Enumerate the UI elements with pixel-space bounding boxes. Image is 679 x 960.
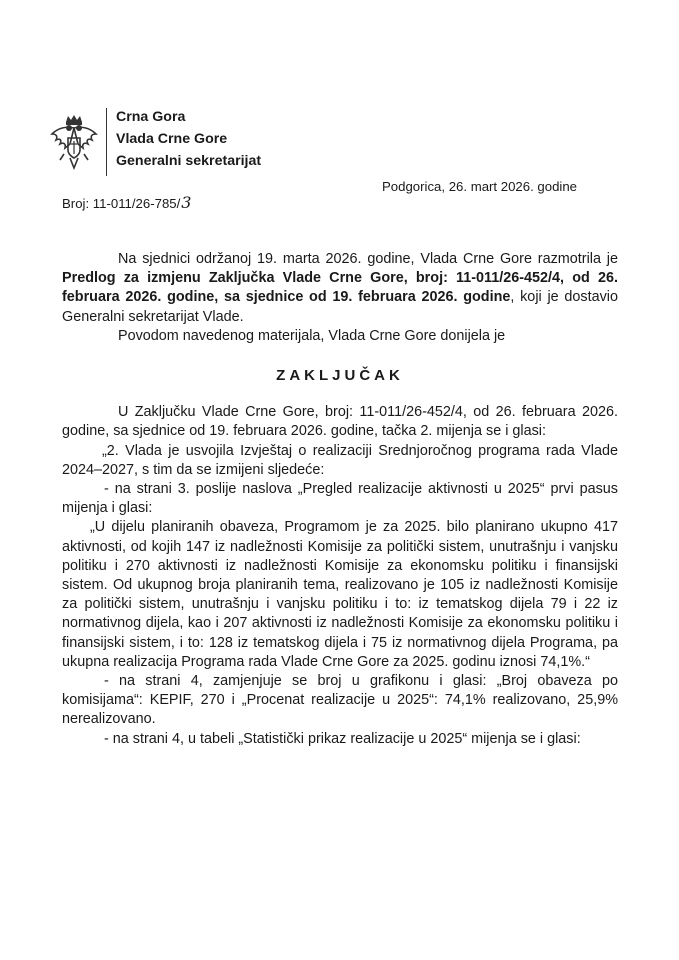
header-divider <box>106 108 107 176</box>
place-and-date: Podgorica, 26. mart 2026. godine <box>382 179 578 194</box>
conclusion-paragraph-1: U Zaključku Vlade Crne Gore, broj: 11-011/26-452/4, od 26. februara 2026. godine, sa sjednice od 19. februara 2026. godine, tačka 2. mijenja se i glasi: <box>62 404 618 440</box>
office-name: Generalni sekretarijat <box>116 153 262 169</box>
handwritten-suffix: 3 <box>181 193 192 212</box>
header-text <box>116 106 261 172</box>
document-number-text: Broj: 11-011/26-785/ <box>62 196 181 211</box>
intro-text-bold: Predlog za izmjenu Zaključka Vlade Crne Gore, broj: 11-011/26-452/4, od 26. februara 2026. godine, sa sjednice od 19. februara 2026. godine <box>62 270 618 306</box>
conclusion-paragraph-5: - na strani 4, zamjenjuje se broj u grafikonu i glasi: „Broj obaveza po komisijama“: KEPIF, 270 i „Procenat realizacije u 2025“: 74,1% realizovano, 25,9% nerealizovano. <box>62 673 618 728</box>
montenegro-coat-of-arms-icon <box>48 114 100 174</box>
conclusion-paragraph-6: - na strani 4, u tabeli „Statistički prikaz realizacije u 2025“ mijenja se i glasi: <box>104 730 581 747</box>
intro-paragraph-2: Povodom navedenog materijala, Vlada Crne Gore donijela je <box>118 327 506 344</box>
conclusion-paragraph-2: „2. Vlada je usvojila Izvještaj o realizaciji Srednjoročnog programa rada Vlade 2024–2027, s tim da se izmijeni sljedeće: <box>62 442 618 478</box>
intro-text-b: , koji je dostavio Generalni sekretarijat Vlade. <box>62 289 618 325</box>
country-name: Crna Gora <box>116 109 186 125</box>
intro-text-a: Na sjednici održanoj 19. marta 2026. godine, Vlada Crne Gore razmotrila je <box>118 251 618 267</box>
letterhead <box>48 106 328 178</box>
conclusion-title: ZAKLJUČAK <box>276 367 404 385</box>
intro-paragraph <box>62 250 618 327</box>
document-body <box>62 250 618 749</box>
government-name: Vlada Crne Gore <box>116 131 228 147</box>
conclusion-paragraph-4: „U dijelu planiranih obaveza, Programom je za 2025. bilo planirano ukupno 417 aktivnosti, od kojih 147 iz nadležnosti Komisije za politički sistem, unutrašnju i vanjsku politiku i 270 aktivnosti iz nadležnosti Komisije za ekonomsku politiku i finansijski sistem. Od ukupnog broja planiranih tema, realizovano je 105 iz nadležnosti Komisije za politički sistem, unutrašnju i vanjsku politiku i to: iz tematskog dijela 79 i 22 iz normativnog dijela, kao i 207 aktivnosti iz nadležnosti Komisije za ekonomsku politiku i finansijski sistem, i to: 128 iz tematskog dijela i 75 iz normativnog dijela Programa, pa ukupna realizacija Programa rada Vlade Crne Gore za 2025. godinu iznosi 74,1%.“ <box>62 519 618 670</box>
document-number <box>62 193 191 212</box>
conclusion-paragraph-3: - na strani 3. poslije naslova „Pregled realizacije aktivnosti u 2025“ prvi pasus mijenja i glasi: <box>62 481 618 517</box>
